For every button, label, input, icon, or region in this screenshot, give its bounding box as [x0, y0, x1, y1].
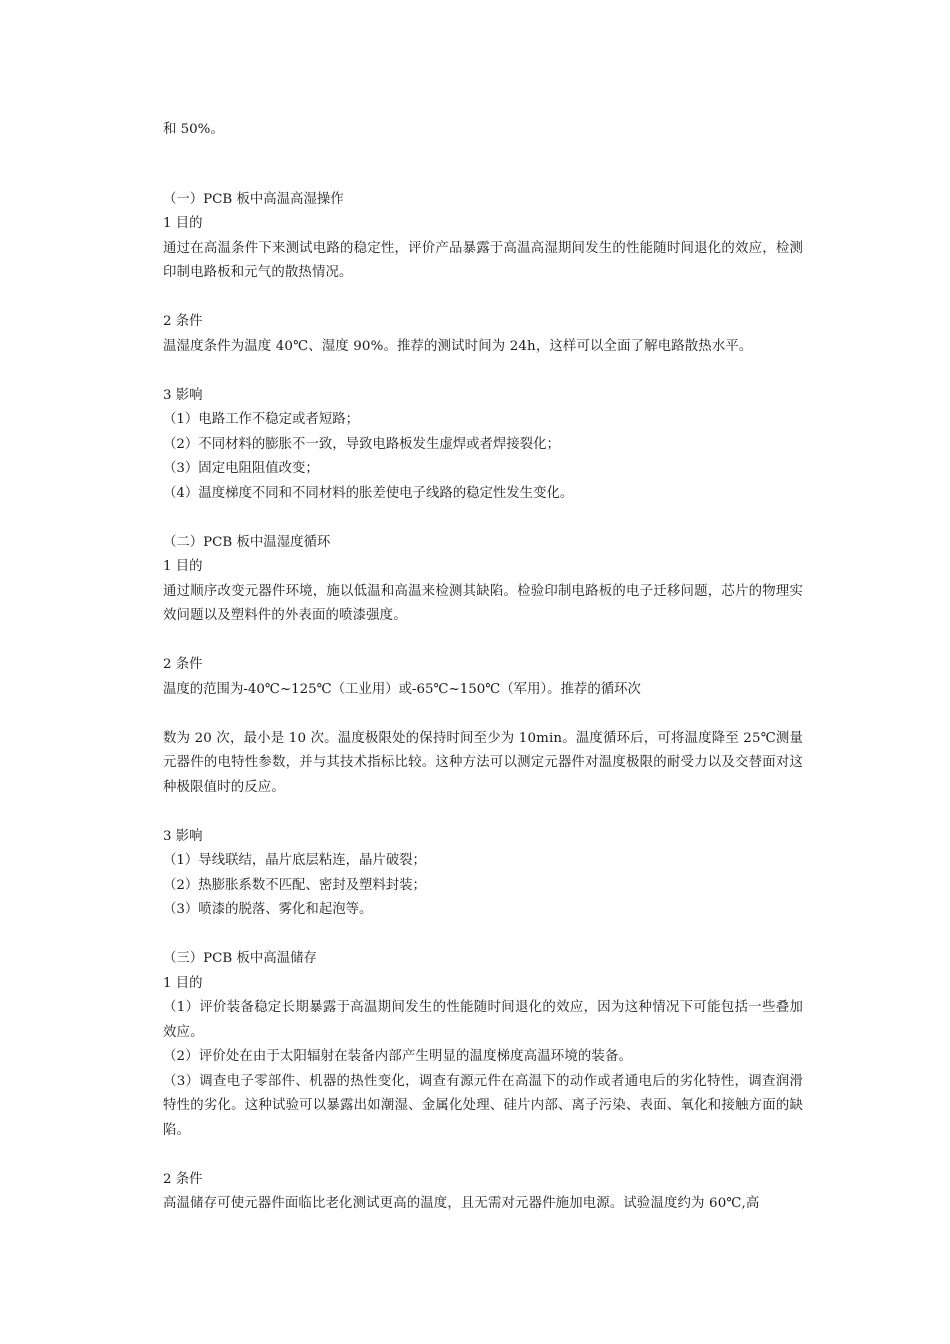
section2-condition-text-2: 数为 20 次，最小是 10 次。温度极限处的保持时间至少为 10min。温度循环后，可将温度降至 25℃测量元器件的电特性参数，并与其技术指标比较。这种方法可以测定元器件对温度极限的耐受力以及交替面对这种极限值时的反应。	[163, 730, 803, 795]
section3-purpose-heading: 1 目的	[163, 975, 203, 991]
section1-impact-item: （2）不同材料的膨胀不一致，导致电路板发生虚焊或者焊接裂化；	[163, 436, 560, 452]
section3-purpose-item: （3）调查电子零部件、机器的热性变化，调查有源元件在高温下的动作或者通电后的劣化特性，调查润滑特性的劣化。这种试验可以暴露出如潮湿、金属化处理、硅片内部、离子污染、表面、氧化和接触方面的缺陷。	[163, 1073, 803, 1138]
spacer	[163, 1143, 803, 1168]
section2-condition-text-1: 温度的范围为-40℃~125℃（工业用）或-65℃~150℃（军用）。推荐的循环次	[163, 681, 641, 697]
section2-title: （二）PCB 板中温湿度循环	[163, 534, 331, 550]
section3-purpose-item: （1）评价装备稳定长期暴露于高温期间发生的性能随时间退化的效应，因为这种情况下可能包括一些叠加效应。	[163, 1000, 803, 1040]
section1-impact-item: （4）温度梯度不同和不同材料的胀差使电子线路的稳定性发生变化。	[163, 485, 574, 501]
section1-impact-item: （3）固定电阻阻值改变；	[163, 461, 319, 476]
section3-condition-heading: 2 条件	[163, 1171, 203, 1187]
spacer	[163, 702, 803, 727]
section1-purpose-text: 通过在高温条件下来测试电路的稳定性，评价产品暴露于高温高湿期间发生的性能随时间退化的效应，检测印制电路板和元气的散热情况。	[163, 240, 803, 280]
section2-impact-heading: 3 影响	[163, 828, 203, 844]
spacer	[163, 629, 803, 654]
section3-purpose-item: （2）评价处在由于太阳辐射在装备内部产生明显的温度梯度高温环境的装备。	[163, 1049, 633, 1064]
section2-impact-item: （3）喷漆的脱落、雾化和起泡等。	[163, 902, 373, 917]
spacer	[163, 923, 803, 948]
section1-condition-heading: 2 条件	[163, 314, 203, 329]
spacer	[163, 800, 803, 825]
intro-tail: 和 50%。	[163, 122, 224, 137]
section1-purpose-heading: 1 目的	[163, 216, 203, 231]
section3-condition-text: 高温储存可使元器件面临比老化测试更高的温度，且无需对元器件施加电源。试验温度约为 60℃,高	[163, 1196, 760, 1211]
spacer	[163, 286, 803, 311]
section2-impact-item: （2）热膨胀系数不匹配、密封及塑料封装；	[163, 877, 426, 893]
section2-impact-item: （1）导线联结，晶片底层粘连，晶片破裂；	[163, 853, 426, 868]
section1-title: （一）PCB 板中高温高湿操作	[163, 191, 344, 207]
section1-impact-item: （1）电路工作不稳定或者短路；	[163, 412, 359, 427]
section2-purpose-heading: 1 目的	[163, 559, 203, 574]
section2-purpose-text: 通过顺序改变元器件环境，施以低温和高温来检测其缺陷。检验印制电路板的电子迁移问题，芯片的物理实效问题以及塑料件的外表面的喷漆强度。	[163, 583, 803, 623]
section1-impact-heading: 3 影响	[163, 387, 203, 403]
section3-title: （三）PCB 板中高温储存	[163, 951, 317, 966]
spacer	[163, 359, 803, 384]
section2-condition-heading: 2 条件	[163, 657, 203, 672]
section1-condition-text: 温湿度条件为温度 40℃、湿度 90%。推荐的测试时间为 24h，这样可以全面了解电路散热水平。	[163, 338, 753, 354]
spacer	[163, 143, 803, 188]
spacer	[163, 506, 803, 531]
document-page	[163, 118, 803, 1217]
